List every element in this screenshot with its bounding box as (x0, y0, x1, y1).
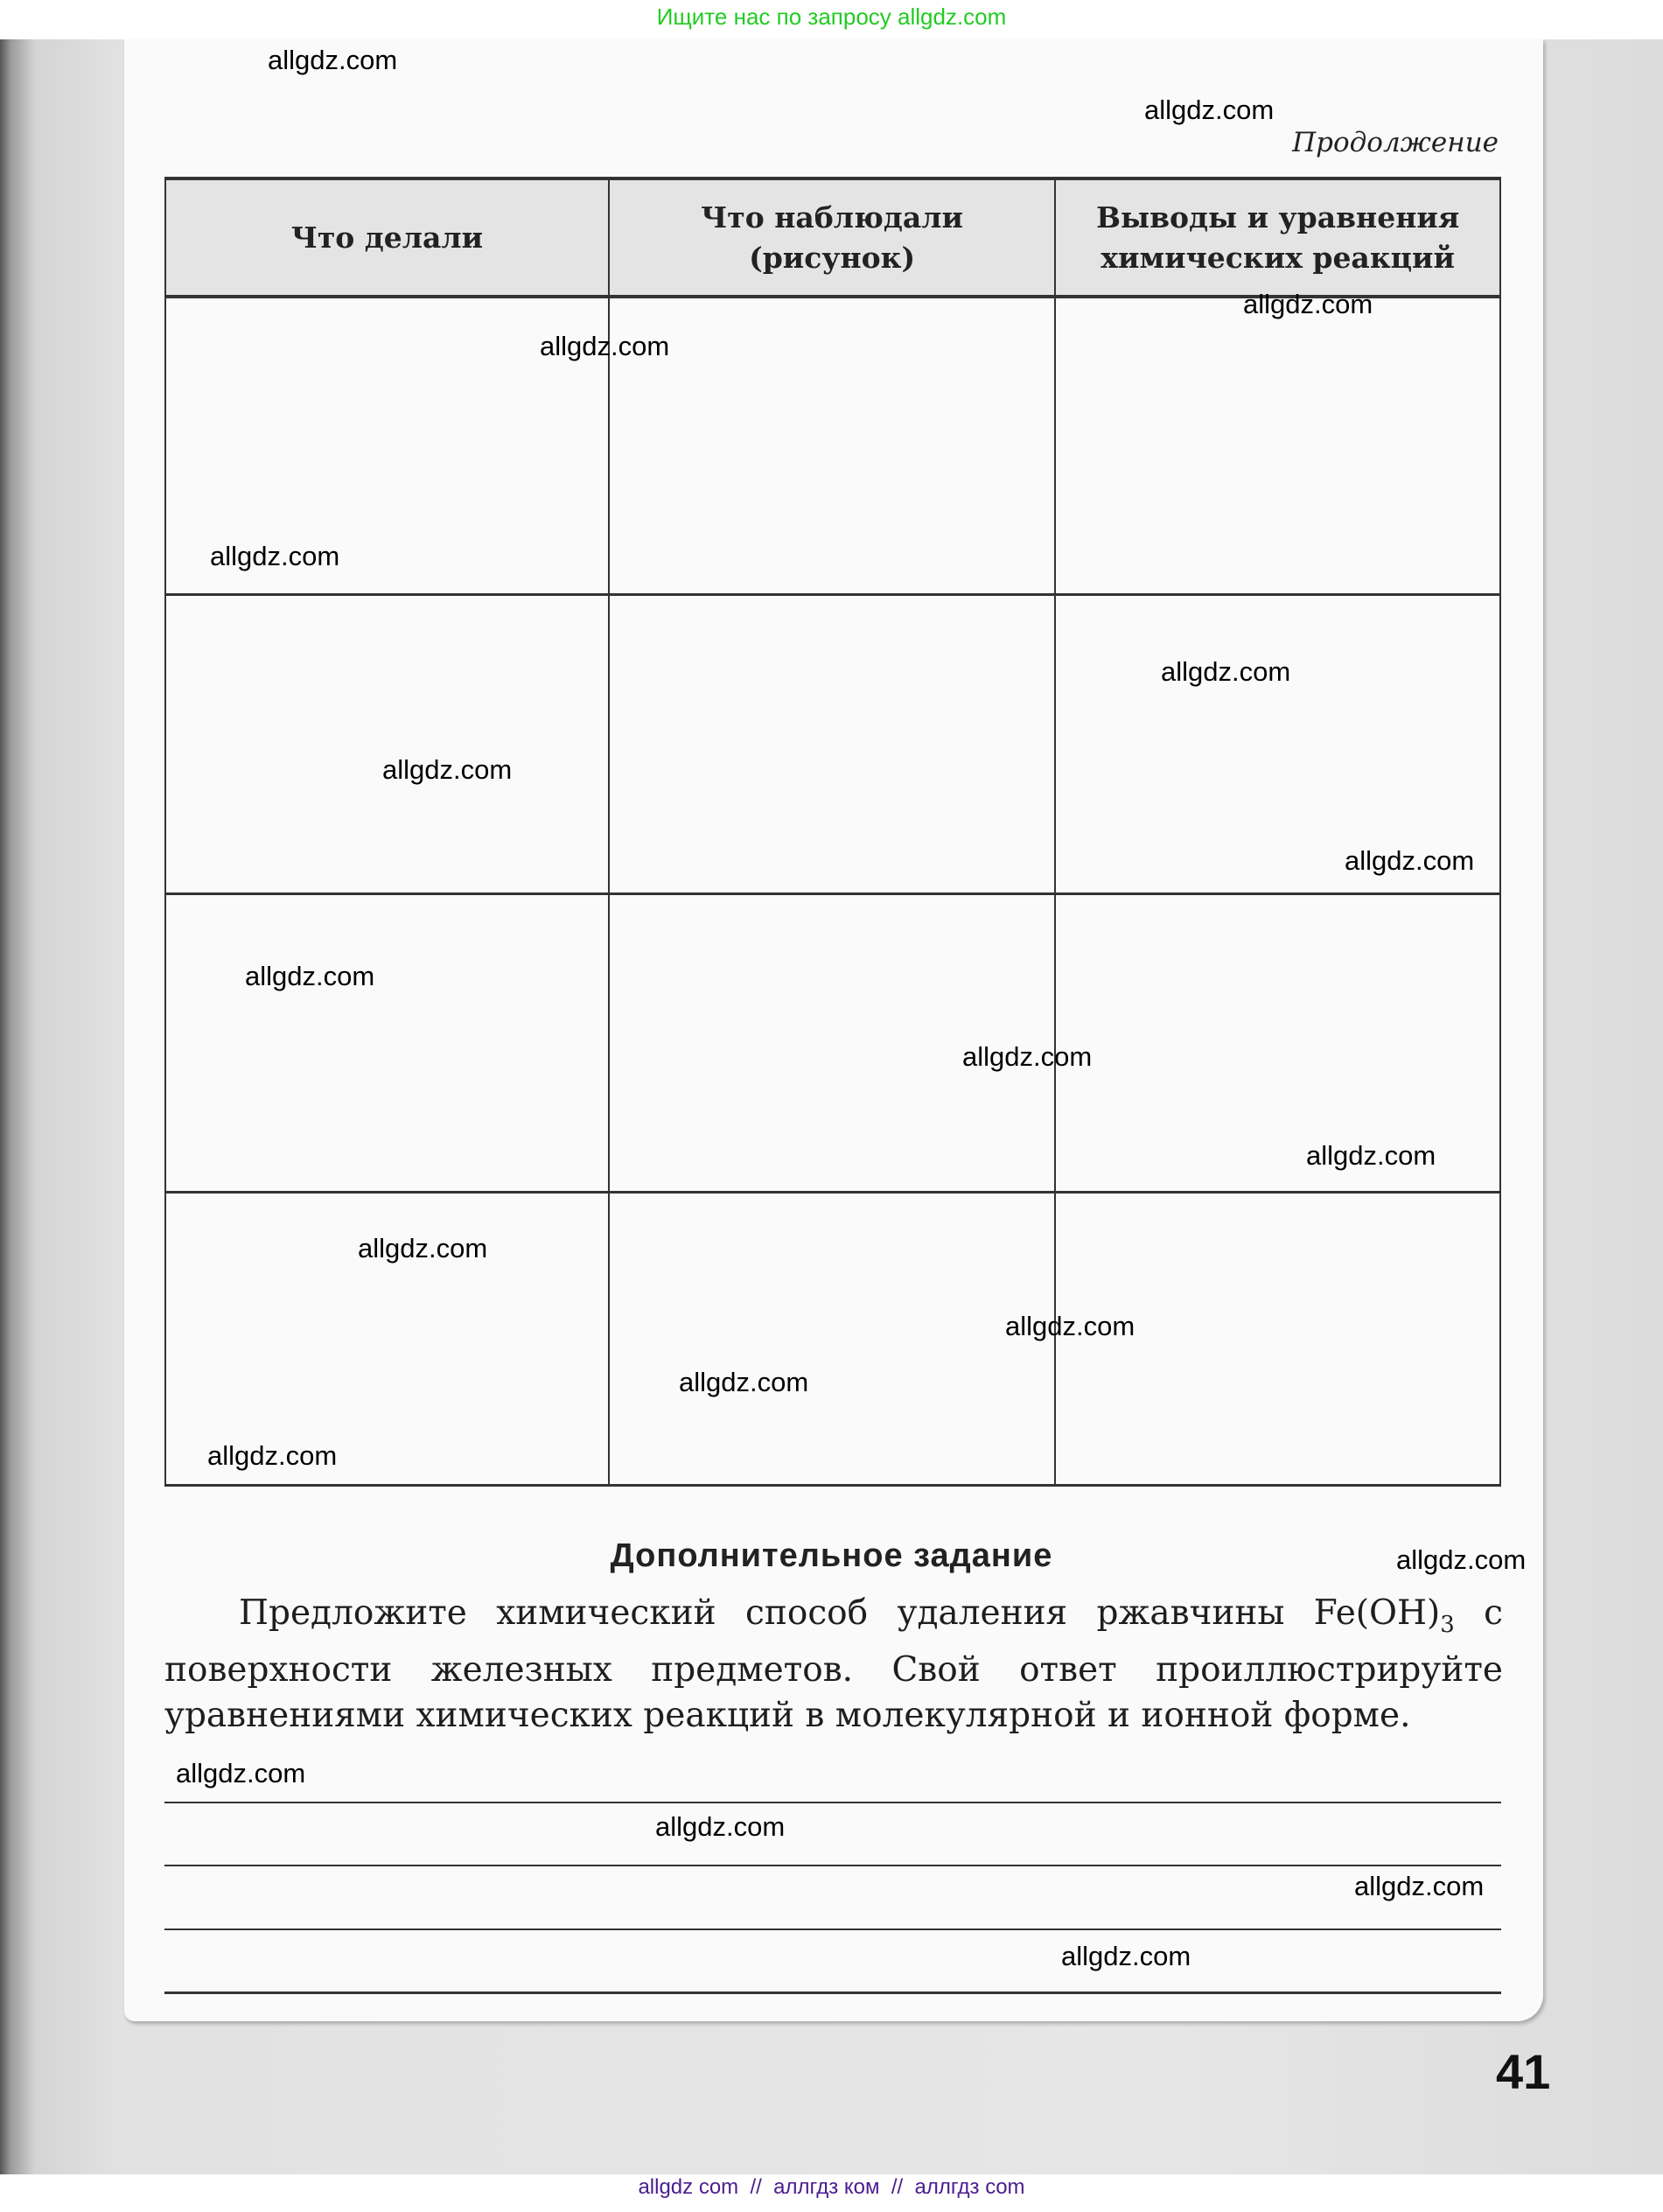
table-row (165, 594, 1500, 893)
watermark: allgdz.com (962, 1041, 1093, 1072)
table-row (165, 297, 1500, 594)
answer-line[interactable] (164, 1928, 1501, 1930)
watermark: allgdz.com (1161, 656, 1291, 687)
header-what-observed: Что наблюдали (рисунок) (609, 178, 1056, 297)
cell[interactable] (1055, 297, 1500, 594)
cell[interactable] (609, 1192, 1056, 1485)
watermark: allgdz.com (1061, 1941, 1191, 1971)
header-conclusions: Выводы и уравнения химических реакций (1055, 178, 1500, 297)
cell[interactable] (609, 594, 1056, 893)
watermark: allgdz.com (1306, 1140, 1436, 1171)
answer-line[interactable] (164, 1802, 1501, 1803)
watermark: allgdz.com (210, 541, 340, 571)
cell[interactable] (165, 893, 609, 1192)
watermark: allgdz.com (1345, 845, 1475, 876)
watermark: allgdz.com (268, 45, 398, 75)
watermark: allgdz.com (176, 1758, 306, 1788)
extra-task-text: Предложите химический способ удаления ржавчины $Fe(OH)_3$ с поверхности железных предметов. Свой ответ проиллюстрируйте уравнениями химических реакций в молекулярной и ионной форме. (164, 1593, 1503, 1735)
watermark: allgdz.com (1354, 1871, 1485, 1901)
watermark: allgdz.com (679, 1367, 809, 1397)
watermark: allgdz.com (358, 1233, 488, 1264)
answer-line[interactable] (164, 1865, 1501, 1866)
cell[interactable] (165, 594, 609, 893)
continuation-label: Продолжение (1292, 127, 1499, 158)
watermark: allgdz.com (382, 754, 513, 785)
watermark: allgdz.com (1005, 1311, 1135, 1341)
cell[interactable] (609, 297, 1056, 594)
extra-task-title: Дополнительное задание (610, 1537, 1053, 1574)
watermark: allgdz.com (655, 1811, 786, 1842)
watermark: allgdz.com (207, 1440, 338, 1471)
page-number: 41 (1496, 2044, 1551, 2099)
header-what-done: Что делали (165, 178, 609, 297)
watermark: allgdz.com (1243, 289, 1373, 319)
top-banner[interactable]: Ищите нас по запросу allgdz.com (656, 4, 1007, 30)
watermark: allgdz.com (245, 961, 375, 991)
results-table (164, 177, 1501, 1487)
footer-links[interactable]: allgdz com // аллгдз ком // аллгдз com (638, 2175, 1025, 2199)
watermark: allgdz.com (1396, 1544, 1527, 1575)
watermark: allgdz.com (1144, 94, 1275, 125)
table-row (165, 893, 1500, 1192)
answer-line[interactable] (164, 1992, 1501, 1994)
watermark: allgdz.com (540, 331, 670, 361)
